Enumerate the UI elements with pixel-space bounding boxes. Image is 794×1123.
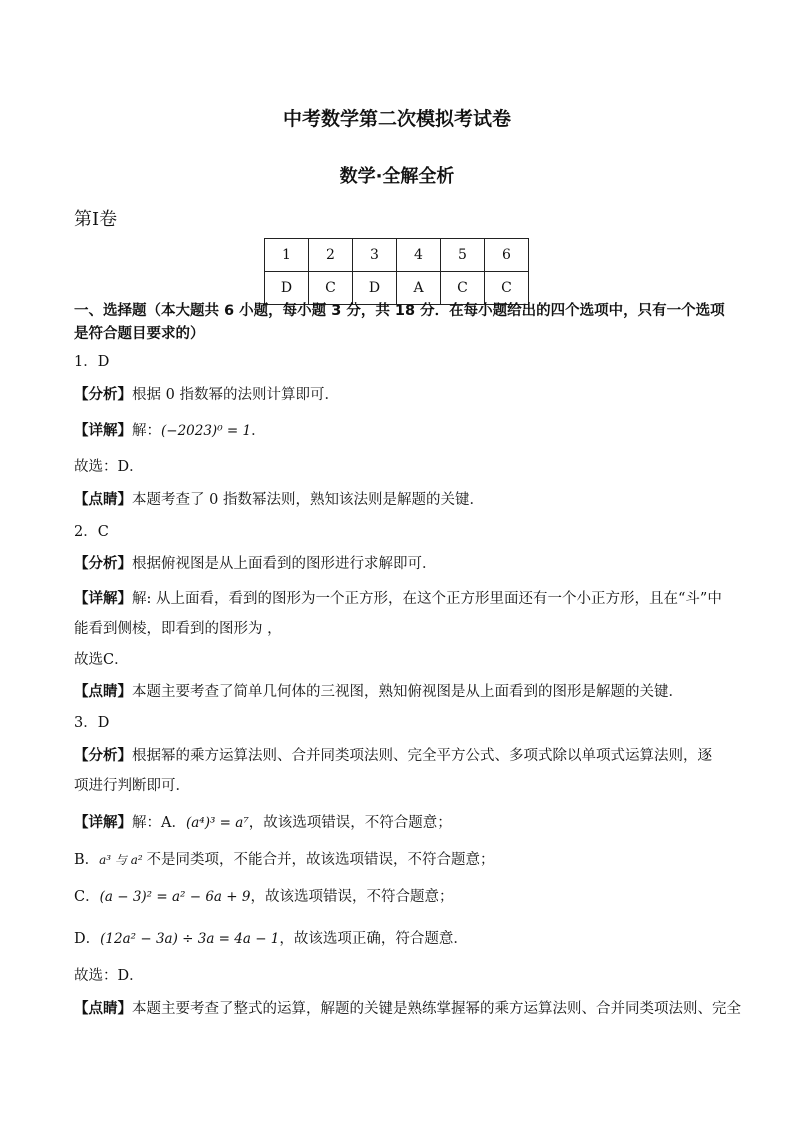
q2-analysis: 【分析】根据俯视图是从上面看到的图形进行求解即可． bbox=[74, 556, 437, 572]
q1-number: 1．D bbox=[74, 354, 110, 370]
answer-table-cell: 6 bbox=[485, 239, 529, 272]
answer-table-cell: C bbox=[485, 272, 529, 305]
q3-formula-c: (a − 3)² = a² − 6a + 9 bbox=[99, 889, 251, 905]
answer-table-cell: D bbox=[353, 272, 397, 305]
q1-comment: 【点睛】本题考查了 0 指数幂法则，熟知该法则是解题的关键． bbox=[74, 492, 484, 508]
q3-detail-d: D．(12a² − 3a) ÷ 3a = 4a − 1，故该选项正确，符合题意． bbox=[74, 931, 468, 947]
answer-table bbox=[264, 238, 529, 305]
q3-analysis: 【分析】根据幂的乘方运算法则、合并同类项法则、完全平方公式、多项式除以单项式运算法则，逐项进行判断即可． bbox=[74, 748, 712, 794]
volume-label: 第Ⅰ卷 bbox=[74, 209, 118, 230]
answer-table-numbers-row bbox=[265, 239, 529, 272]
answer-table-cell: C bbox=[441, 272, 485, 305]
answer-table-cell: 4 bbox=[397, 239, 441, 272]
q3-formula-d: (12a² − 3a) ÷ 3a = 4a − 1 bbox=[100, 931, 280, 947]
answer-table-cell: 5 bbox=[441, 239, 485, 272]
answer-table-cell: A bbox=[397, 272, 441, 305]
answer-table-cell: 1 bbox=[265, 239, 309, 272]
exam-subtitle: 数学·全解全析 bbox=[339, 166, 455, 187]
answer-table-cell: D bbox=[265, 272, 309, 305]
q1-choose: 故选：D． bbox=[74, 459, 144, 475]
q3-comment: 【点睛】本题主要考查了整式的运算，解题的关键是熟练掌握幂的乘方运算法则、合并同类项法则、完全 bbox=[74, 1001, 741, 1017]
q3-formula-b: a³ 与 a² bbox=[99, 853, 147, 867]
q3-detail-b: B．a³ 与 a² 不是同类项，不能合并，故该选项错误，不符合题意； bbox=[74, 852, 495, 868]
exam-title: 中考数学第二次模拟考试卷 bbox=[282, 108, 511, 130]
q1-analysis: 【分析】根据 0 指数幂的法则计算即可． bbox=[74, 387, 339, 403]
q1-detail: 【详解】解：(−2023)⁰ = 1． bbox=[74, 423, 266, 439]
q2-detail: 【详解】解: 从上面看，看到的图形为一个正方形，在这个正方形里面还有一个小正方形，且在“斗”中能看到侧棱，即看到的图形为 ， bbox=[74, 591, 722, 637]
section-heading: 一、选择题（本大题共 6 小题，每小题 3 分，共 18 分．在每小题给出的四个选项中，只有一个选项是符合题目要求的） bbox=[74, 303, 725, 342]
q3-detail-a: 【详解】解：A．(a⁴)³ = a⁷，故该选项错误，不符合题意； bbox=[74, 815, 452, 831]
answer-table-cell: 3 bbox=[353, 239, 397, 272]
q3-number: 3．D bbox=[74, 715, 110, 731]
q2-number: 2．C bbox=[74, 524, 109, 540]
q1-formula: (−2023)⁰ = 1 bbox=[161, 423, 252, 439]
q2-choose: 故选C． bbox=[74, 652, 129, 668]
answer-table-cell: C bbox=[309, 272, 353, 305]
answer-table-cell: 2 bbox=[309, 239, 353, 272]
q3-choose: 故选：D． bbox=[74, 968, 144, 984]
q2-comment: 【点睛】本题主要考查了简单几何体的三视图，熟知俯视图是从上面看到的图形是解题的关键． bbox=[74, 684, 683, 700]
q3-detail-c: C．(a − 3)² = a² − 6a + 9，故该选项错误，不符合题意； bbox=[74, 889, 454, 905]
q3-formula-a: (a⁴)³ = a⁷ bbox=[185, 815, 249, 831]
